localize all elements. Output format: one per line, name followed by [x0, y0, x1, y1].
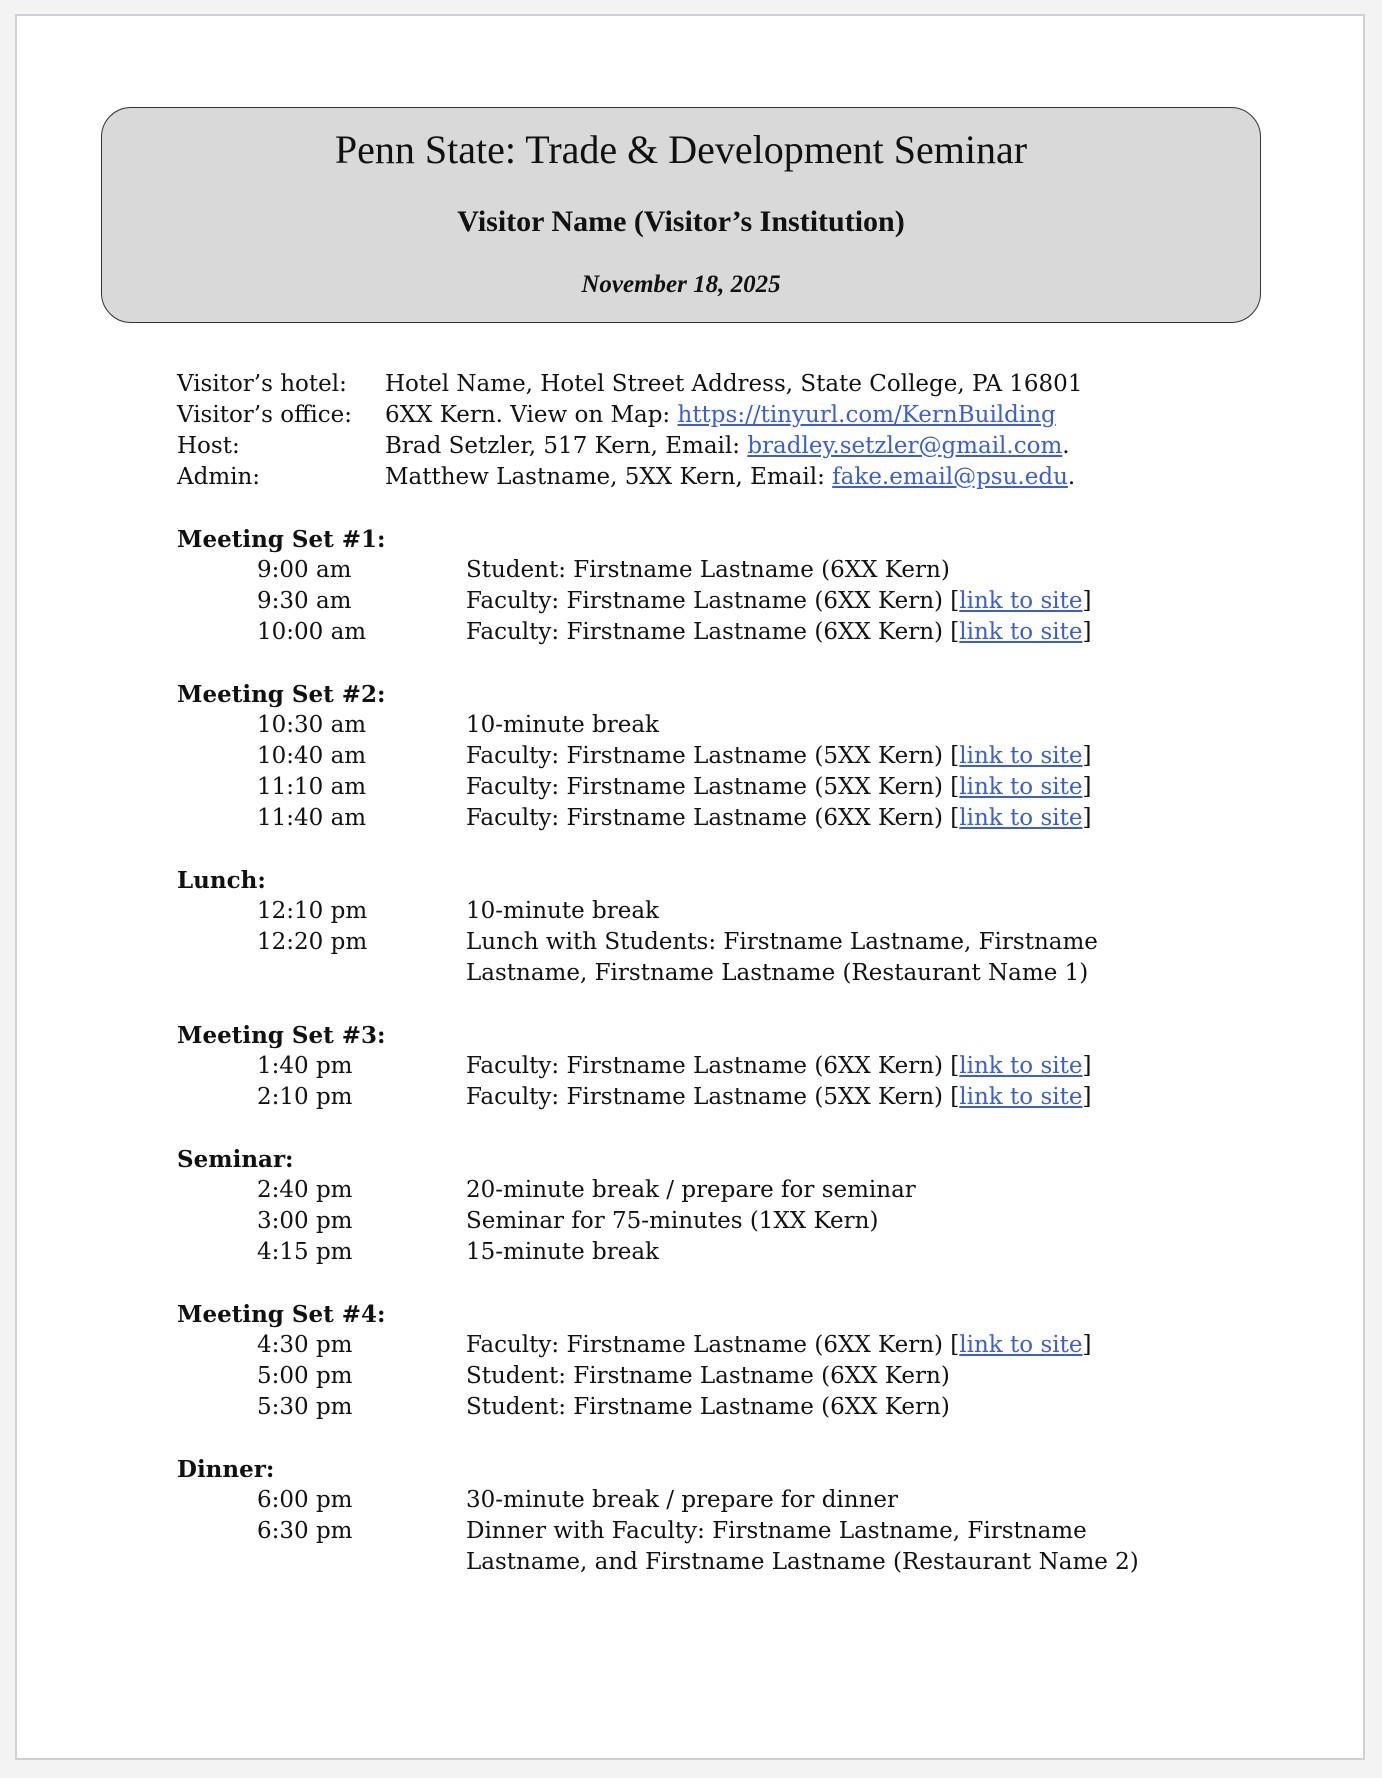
schedule-content [177, 369, 1277, 1578]
office-text: 6XX Kern. View on Map: [385, 402, 678, 428]
schedule-time: 4:30 pm [257, 1332, 353, 1358]
schedule-row [177, 1175, 1277, 1206]
schedule-time: 10:40 am [257, 743, 367, 769]
seminar-title: Penn State: Trade & Development Seminar [334, 127, 1028, 172]
schedule-row [177, 896, 1277, 927]
schedule-row [177, 1330, 1277, 1361]
admin-label: Admin: [177, 464, 261, 490]
office-value [385, 400, 1056, 431]
schedule-desc-text: Faculty: Firstname Lastname (6XX Kern) [466, 805, 951, 831]
schedule-time: 5:00 pm [257, 1363, 353, 1389]
bracket-open: [ [950, 743, 960, 769]
schedule-desc-text: Faculty: Firstname Lastname (5XX Kern) [466, 743, 951, 769]
schedule-time: 5:30 pm [257, 1394, 353, 1420]
office-row [177, 400, 1277, 431]
section-heading: Meeting Set #2: [177, 681, 386, 708]
meeting-set-2 [177, 679, 1277, 834]
host-text: Brad Setzler, 517 Kern, Email: [385, 433, 748, 459]
faculty-site-link[interactable]: link to site [959, 1053, 1083, 1079]
schedule-row [177, 1485, 1277, 1516]
bracket-open: [ [950, 1053, 960, 1079]
section-heading: Lunch: [177, 867, 266, 894]
admin-value [385, 462, 1075, 493]
host-period: . [1062, 433, 1070, 459]
schedule-time: 3:00 pm [257, 1208, 353, 1234]
schedule-time: 10:30 am [257, 712, 367, 738]
schedule-time: 6:00 pm [257, 1487, 353, 1513]
schedule-desc-text: Faculty: Firstname Lastname (6XX Kern) [466, 619, 951, 645]
office-label: Visitor’s office: [177, 402, 353, 428]
meeting-set-4 [177, 1299, 1277, 1423]
hotel-row [177, 369, 1277, 400]
section-heading: Meeting Set #1: [177, 526, 386, 553]
schedule-time: 4:15 pm [257, 1239, 353, 1265]
schedule-desc-text: Faculty: Firstname Lastname (6XX Kern) [466, 1332, 951, 1358]
bracket-close: ] [1082, 743, 1092, 769]
header-box [101, 107, 1261, 323]
document-page [15, 14, 1365, 1760]
bracket-close: ] [1082, 588, 1092, 614]
visit-date: November 18, 2025 [581, 271, 781, 298]
meeting-set-1 [177, 524, 1277, 648]
section-heading: Seminar: [177, 1146, 294, 1173]
schedule-desc [466, 741, 1196, 772]
schedule-row [177, 710, 1277, 741]
faculty-site-link[interactable]: link to site [959, 743, 1083, 769]
schedule-desc-text: Faculty: Firstname Lastname (5XX Kern) [466, 1084, 951, 1110]
faculty-site-link[interactable]: link to site [959, 1084, 1083, 1110]
schedule-row [177, 1051, 1277, 1082]
bracket-close: ] [1082, 1053, 1092, 1079]
hotel-value: Hotel Name, Hotel Street Address, State College, PA 16801 [385, 371, 1083, 397]
faculty-site-link[interactable]: link to site [959, 1332, 1083, 1358]
section-heading: Dinner: [177, 1456, 275, 1483]
schedule-row [177, 927, 1277, 989]
schedule-time: 2:10 pm [257, 1084, 353, 1110]
schedule-row [177, 803, 1277, 834]
schedule-time: 10:00 am [257, 619, 367, 645]
schedule-row [177, 1361, 1277, 1392]
schedule-row [177, 1082, 1277, 1113]
bracket-close: ] [1082, 619, 1092, 645]
host-email-link[interactable]: bradley.setzler@gmail.com [747, 433, 1063, 459]
schedule-time: 9:30 am [257, 588, 352, 614]
bracket-open: [ [950, 1332, 960, 1358]
bracket-close: ] [1082, 805, 1092, 831]
schedule-time: 1:40 pm [257, 1053, 353, 1079]
schedule-desc [466, 1082, 1196, 1113]
schedule-row [177, 1237, 1277, 1268]
admin-email-link[interactable]: fake.email@psu.edu [832, 464, 1068, 490]
bracket-open: [ [950, 588, 960, 614]
schedule-time: 6:30 pm [257, 1518, 353, 1544]
schedule-row [177, 586, 1277, 617]
schedule-desc: 10-minute break [466, 898, 659, 924]
schedule-row [177, 617, 1277, 648]
visitor-name: Visitor Name (Visitor’s Institution) [457, 205, 905, 238]
bracket-close: ] [1082, 1084, 1092, 1110]
schedule-desc: 10-minute break [466, 712, 659, 738]
schedule-row [177, 741, 1277, 772]
schedule-desc [466, 617, 1196, 648]
bracket-open: [ [950, 1084, 960, 1110]
schedule-time: 12:10 pm [257, 898, 368, 924]
faculty-site-link[interactable]: link to site [959, 588, 1083, 614]
schedule-desc: 30-minute break / prepare for dinner [466, 1487, 899, 1513]
schedule-desc: Student: Firstname Lastname (6XX Kern) [466, 1363, 950, 1389]
visitor-info [177, 369, 1277, 493]
schedule-desc [466, 586, 1196, 617]
seminar-section [177, 1144, 1277, 1268]
section-heading: Meeting Set #3: [177, 1022, 386, 1049]
host-label: Host: [177, 433, 240, 459]
faculty-site-link[interactable]: link to site [959, 805, 1083, 831]
schedule-desc: Student: Firstname Lastname (6XX Kern) [466, 557, 950, 583]
schedule-desc: Lunch with Students: Firstname Lastname, Firstname Lastname, Firstname Lastname (Restaurant Name 1) [466, 929, 1098, 986]
dinner-section [177, 1454, 1277, 1578]
lunch-section [177, 865, 1277, 989]
bracket-open: [ [950, 805, 960, 831]
hotel-label: Visitor’s hotel: [177, 371, 347, 397]
schedule-desc [466, 1330, 1196, 1361]
faculty-site-link[interactable]: link to site [959, 774, 1083, 800]
schedule-desc-text: Faculty: Firstname Lastname (6XX Kern) [466, 588, 951, 614]
schedule-time: 11:40 am [257, 805, 367, 831]
schedule-time: 9:00 am [257, 557, 352, 583]
bracket-open: [ [950, 774, 960, 800]
map-link[interactable]: https://tinyurl.com/KernBuilding [677, 402, 1056, 428]
host-value [385, 431, 1070, 462]
host-row [177, 431, 1277, 462]
schedule-desc: 20-minute break / prepare for seminar [466, 1177, 916, 1203]
schedule-desc: Student: Firstname Lastname (6XX Kern) [466, 1394, 950, 1420]
schedule-desc [466, 803, 1196, 834]
bracket-close: ] [1082, 1332, 1092, 1358]
schedule-row [177, 555, 1277, 586]
faculty-site-link[interactable]: link to site [959, 619, 1083, 645]
schedule-row [177, 772, 1277, 803]
admin-text: Matthew Lastname, 5XX Kern, Email: [385, 464, 833, 490]
schedule-desc: 15-minute break [466, 1239, 659, 1265]
schedule-desc: Dinner with Faculty: Firstname Lastname, Firstname Lastname, and Firstname Lastname (Restaurant Name 2) [466, 1518, 1139, 1575]
schedule-desc [466, 772, 1196, 803]
schedule-row [177, 1206, 1277, 1237]
schedule-time: 11:10 am [257, 774, 367, 800]
bracket-open: [ [950, 619, 960, 645]
schedule-desc-text: Faculty: Firstname Lastname (6XX Kern) [466, 1053, 951, 1079]
schedule-desc: Seminar for 75-minutes (1XX Kern) [466, 1208, 879, 1234]
admin-period: . [1067, 464, 1076, 490]
schedule-desc-text: Faculty: Firstname Lastname (5XX Kern) [466, 774, 951, 800]
schedule-time: 2:40 pm [257, 1177, 353, 1203]
schedule-row [177, 1392, 1277, 1423]
schedule-row [177, 1516, 1277, 1578]
schedule-time: 12:20 pm [257, 929, 368, 955]
schedule-desc [466, 1051, 1196, 1082]
meeting-set-3 [177, 1020, 1277, 1113]
admin-row [177, 462, 1277, 493]
bracket-close: ] [1082, 774, 1092, 800]
section-heading: Meeting Set #4: [177, 1301, 386, 1328]
